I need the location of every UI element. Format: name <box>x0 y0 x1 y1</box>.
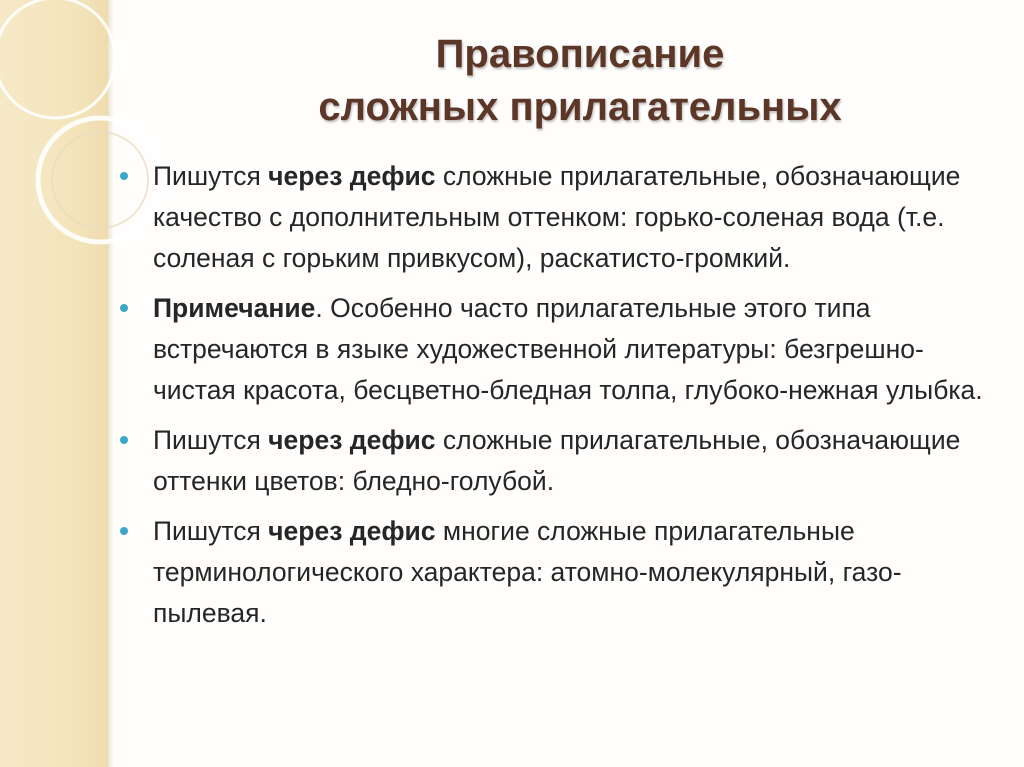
bullet-emphasis: через дефис <box>268 161 436 191</box>
bullet-emphasis: через дефис <box>268 425 436 455</box>
bullet-text: сложные прилагательные, обозначающие оттенки цветов: бледно-голубой. <box>153 425 961 496</box>
bullet-list <box>120 156 1000 643</box>
bullet-item <box>120 288 1000 411</box>
title-line-2: сложных прилагательных <box>318 85 842 129</box>
bullet-item <box>120 156 1000 279</box>
bullet-emphasis: Примечание <box>153 293 316 323</box>
bullet-text: многие сложные прилагательные терминологического характера: атомно-молекулярный, газо-пылевая. <box>153 516 902 628</box>
bullet-dot-icon <box>120 527 128 535</box>
bullet-intro: Пишутся <box>153 425 269 455</box>
bullet-text: сложные прилагательные, обозначающие качество с дополнительным оттенком: горько-соленая вода (т.е. соленая с горьким привкусом), раскатисто-громкий. <box>153 161 961 273</box>
bullet-text: . Особенно часто прилагательные этого типа встречаются в языке художественной литературы: безгрешно-чистая красота, бесцветно-бледная толпа, глубоко-нежная улыбка. <box>153 293 983 405</box>
bullet-emphasis: через дефис <box>268 516 436 546</box>
bullet-item <box>120 511 1000 634</box>
bullet-dot-icon <box>120 436 128 444</box>
bullet-intro: Пишутся <box>153 161 269 191</box>
bullet-dot-icon <box>120 304 128 312</box>
bullet-dot-icon <box>120 172 128 180</box>
bullet-item <box>120 420 1000 502</box>
bullet-intro: Пишутся <box>153 516 269 546</box>
title-line-1: Правописание <box>435 32 725 76</box>
slide-title <box>200 28 960 134</box>
